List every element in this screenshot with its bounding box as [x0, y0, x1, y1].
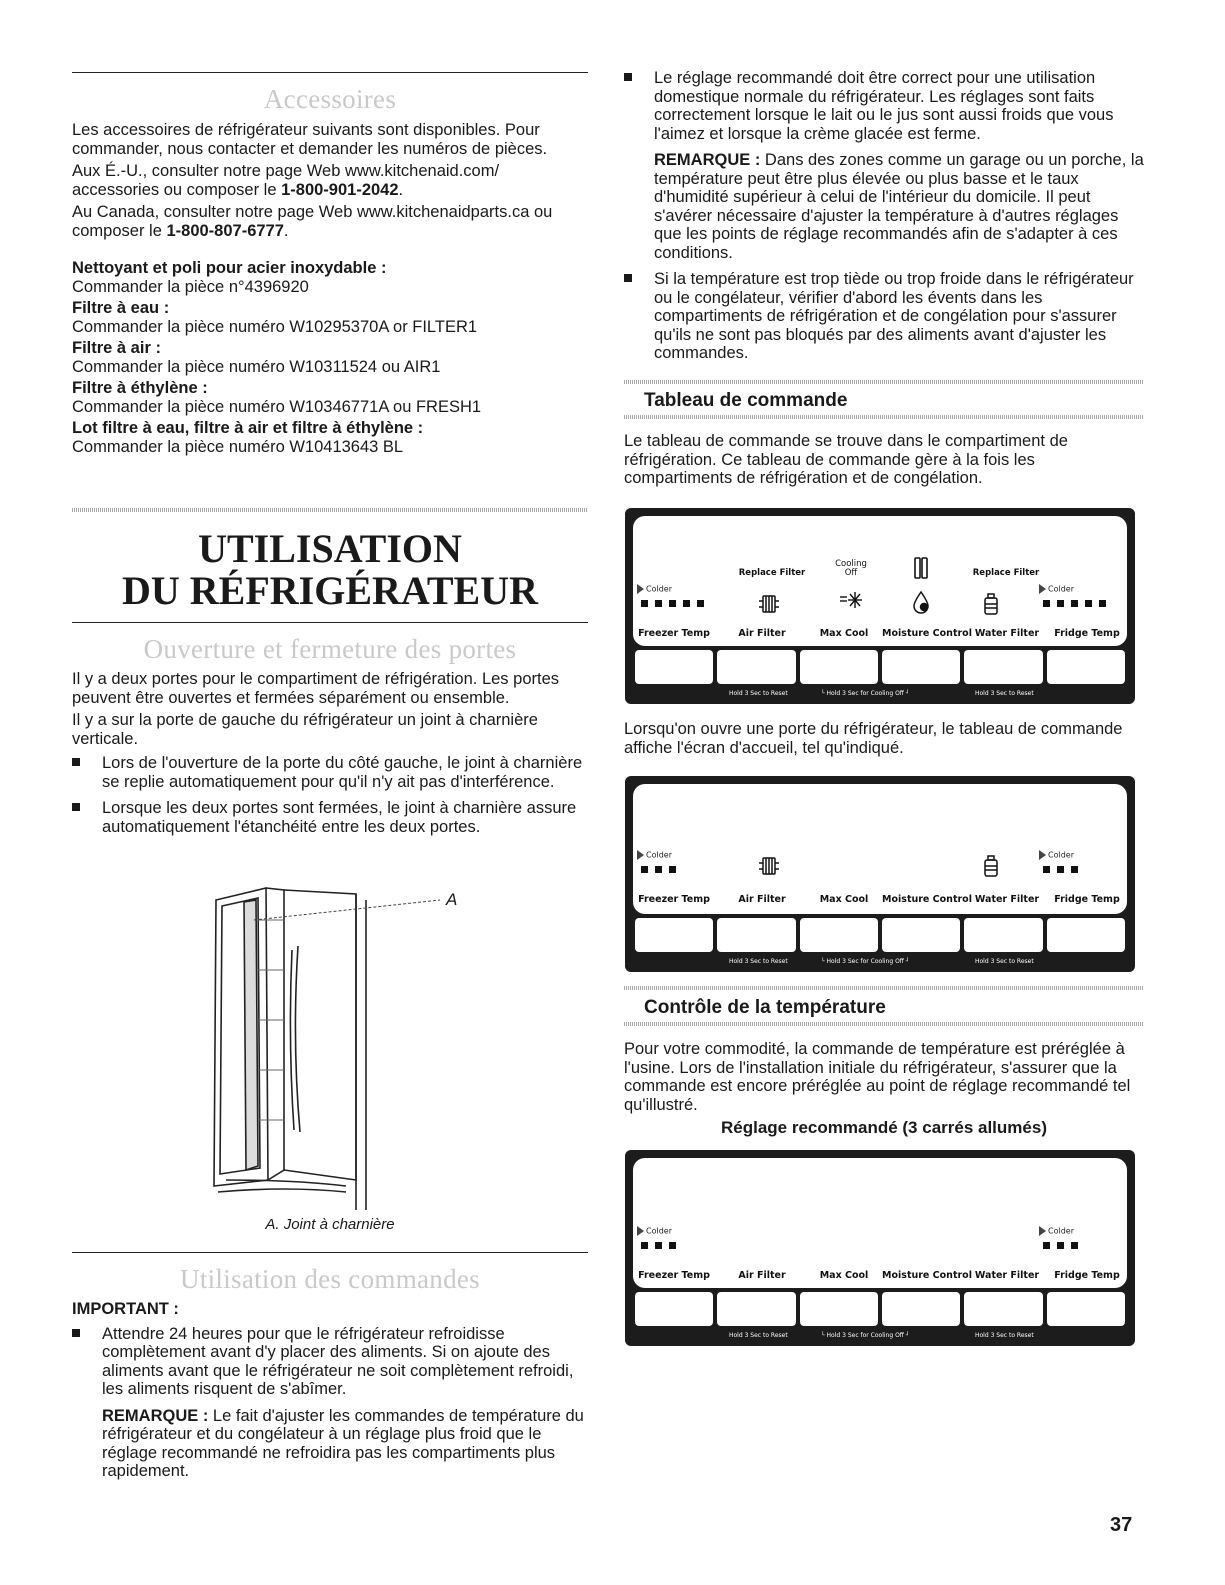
main-title: UTILISATION DU RÉFRIGÉRATEUR — [122, 526, 538, 613]
label-air-filter: Air Filter — [738, 628, 786, 639]
fridge-door-illustration — [196, 880, 476, 1210]
hint-reset-water: Hold 3 Sec to Reset — [975, 1332, 1034, 1339]
accessory-item: Nettoyant et poli pour acier inoxydable : Commander la pièce n°4396920 — [72, 259, 387, 296]
panel-description: Le tableau de commande se trouve dans le compartiment de réfrigération. Ce tableau de commande gère à la fois les compartiments de réfrigération et de congélation. — [624, 432, 1068, 487]
panel-button-row — [635, 650, 1125, 684]
air-filter-button[interactable] — [717, 918, 795, 952]
cooling-off-text: Cooling Off — [835, 559, 867, 578]
bullet-icon — [72, 803, 80, 811]
moisture-control-icon — [909, 590, 933, 614]
list-item: Si la température est trop tiède ou trop froide dans le réfrigérateur ou le congélateur, vérifier d'abord les évents dans les compartiments de réfrigération et de congélation pour s'assurer qu'ils ne sont pas bloqués par des aliments avant d'ajuster les commandes. — [624, 270, 1144, 363]
max-cool-button[interactable] — [800, 918, 878, 952]
control-panel-home — [625, 776, 1135, 972]
accessory-item: Lot filtre à eau, filtre à air et filtre à éthylène : Commander la pièce numéro W10413643 BL — [72, 419, 424, 456]
water-filter-button[interactable] — [964, 1292, 1042, 1326]
list-item: Le réglage recommandé doit être correct pour une utilisation domestique normale du réfrigérateur. Les réglages sont faits correctement lorsque le lait ou le jus sont aussi froids que vous l'aimez et lorsque la crème glacée est ferme. REMARQUE : Dans des zones comme un garage ou un porche, la température peut être plus élevée ou plus basse et le taux d'humidité supérieur à celui de l'intérieur du domicile. Il peut s'avérer nécessaire d'ajuster la température à d'autres réglages que les points de réglage recommandés afin de s'adapter à ces conditions. — [624, 69, 1144, 262]
bullet-icon — [72, 1329, 80, 1337]
accessories-section — [72, 121, 588, 456]
colder-arrow-icon — [637, 584, 644, 594]
air-filter-icon — [757, 592, 781, 616]
accessories-title: Accessoires — [263, 84, 397, 114]
bullet-icon — [624, 274, 632, 282]
bullet-icon — [624, 73, 632, 81]
doors-p1: Il y a deux portes pour le compartiment de réfrigération. Les portes peuvent être ouvertes et fermées séparément ou ensemble. — [72, 670, 559, 707]
label-max-cool: Max Cool — [819, 628, 869, 639]
label-max-cool: Max Cool — [819, 1270, 869, 1281]
max-cool-button[interactable] — [800, 650, 878, 684]
air-filter-icon — [757, 854, 781, 878]
control-panel-full — [625, 508, 1135, 704]
hint-cooling-off: └ Hold 3 Sec for Cooling Off ┘ — [821, 1332, 910, 1339]
bullet-icon — [72, 758, 80, 766]
colder-arrow-icon — [1039, 584, 1046, 594]
label-freezer-temp: Freezer Temp — [638, 894, 710, 905]
air-filter-button[interactable] — [717, 1292, 795, 1326]
accessories-ca: Au Canada, consulter notre page Web www.kitchenaidparts.ca ou composer le 1-800-807-6777. — [72, 203, 553, 240]
accessory-item: Filtre à air : Commander la pièce numéro W10311524 ou AIR1 — [72, 339, 441, 376]
recommended-setting-caption: Réglage recommandé (3 carrés allumés) — [721, 1118, 1047, 1137]
controls-section — [72, 1300, 588, 1481]
moisture-control-button[interactable] — [882, 1292, 960, 1326]
freezer-colder: Colder — [637, 1226, 672, 1236]
freezer-temp-button[interactable] — [635, 650, 713, 684]
note-2: REMARQUE : Dans des zones comme un garage ou un porche, la température peut être plus élevée ou plus basse et le taux d'humidité supérieur à celui de l'intérieur du domicile. Il peut s'avérer nécessaire d'ajuster la température à d'autres réglages que les points de réglage recommandés afin de s'adapter à ces conditions. — [654, 151, 1144, 262]
figure-callout-a: A — [446, 890, 458, 909]
label-air-filter: Air Filter — [738, 894, 786, 905]
label-water-filter: Water Filter — [974, 894, 1040, 905]
label-moisture-control: Moisture Control — [882, 894, 972, 905]
hint-reset-water: Hold 3 Sec to Reset — [975, 690, 1034, 697]
hint-reset-air: Hold 3 Sec to Reset — [729, 1332, 788, 1339]
fridge-temp-button[interactable] — [1047, 1292, 1125, 1326]
label-max-cool: Max Cool — [819, 894, 869, 905]
temperature-heading: Contrôle de la température — [644, 997, 886, 1018]
freezer-level-squares — [641, 866, 676, 873]
air-filter-button[interactable] — [717, 650, 795, 684]
label-fridge-temp: Fridge Temp — [1054, 894, 1120, 905]
label-water-filter: Water Filter — [974, 628, 1040, 639]
panel-screen — [633, 1158, 1127, 1288]
label-moisture-control: Moisture Control — [882, 628, 972, 639]
fridge-temp-button[interactable] — [1047, 650, 1125, 684]
accessories-intro: Les accessoires de réfrigérateur suivants sont disponibles. Pour commander, nous contacter et demander les numéros de pièces. — [72, 121, 548, 158]
hint-reset-air: Hold 3 Sec to Reset — [729, 690, 788, 697]
label-water-filter: Water Filter — [974, 1270, 1040, 1281]
hint-cooling-off: └ Hold 3 Sec for Cooling Off ┘ — [821, 958, 910, 965]
list-item: Attendre 24 heures pour que le réfrigérateur refroidisse complètement avant d'y placer des aliments. Si on ajoute des aliments avant que le réfrigérateur ne soit complètement refroidi, les aliments risquent de s'abîmer. REMARQUE : Le fait d'ajuster les commandes de température du réfrigérateur et du congélateur à un réglage plus froid que le réglage recommandé ne refroidira pas les compartiments plus rapidement. — [72, 1325, 588, 1481]
moisture-control-button[interactable] — [882, 918, 960, 952]
fridge-colder: Colder — [1039, 1226, 1074, 1236]
label-fridge-temp: Fridge Temp — [1054, 628, 1120, 639]
freezer-temp-button[interactable] — [635, 918, 713, 952]
hint-reset-water: Hold 3 Sec to Reset — [975, 958, 1034, 965]
colder-arrow-icon — [637, 1226, 644, 1236]
freezer-colder: Colder — [637, 584, 672, 594]
note-1: REMARQUE : Le fait d'ajuster les commandes de température du réfrigérateur et du congélateur à un réglage plus froid que le réglage recommandé ne refroidira pas les compartiments plus rapidement. — [102, 1406, 584, 1480]
panel-screen — [633, 516, 1127, 646]
figure-caption: A. Joint à charnière — [265, 1216, 395, 1233]
label-moisture-control: Moisture Control — [882, 1270, 972, 1281]
colder-arrow-icon — [1039, 850, 1046, 860]
water-filter-button[interactable] — [964, 650, 1042, 684]
temperature-text: Pour votre commodité, la commande de température est préréglée à l'usine. Lors de l'installation initiale du réfrigérateur, s'assurer que la commande est encore préréglée au point de réglage recommandé tel qu'illustré. — [624, 1040, 1131, 1114]
fridge-colder: Colder — [1039, 850, 1074, 860]
right-text-top — [624, 69, 1144, 363]
water-filter-button[interactable] — [964, 918, 1042, 952]
home-screen-text: Lorsqu'on ouvre une porte du réfrigérateur, le tableau de commande affiche l'écran d'accueil, tel qu'indiqué. — [624, 720, 1123, 757]
doors-title: Ouverture et fermeture des portes — [143, 634, 517, 664]
fridge-level-squares — [1043, 600, 1106, 607]
freezer-level-squares — [641, 1242, 676, 1249]
fridge-level-squares — [1043, 866, 1078, 873]
hint-cooling-off: └ Hold 3 Sec for Cooling Off ┘ — [821, 690, 910, 697]
panel-button-row — [635, 918, 1125, 952]
door-indicator-icon — [909, 556, 933, 580]
water-filter-icon — [979, 854, 1003, 878]
max-cool-icon — [839, 588, 863, 612]
label-freezer-temp: Freezer Temp — [638, 1270, 710, 1281]
colder-arrow-icon — [637, 850, 644, 860]
fridge-temp-button[interactable] — [1047, 918, 1125, 952]
label-freezer-temp: Freezer Temp — [638, 628, 710, 639]
ca-phone: 1-800-807-6777 — [166, 221, 284, 240]
control-panel-recommended — [625, 1150, 1135, 1346]
label-air-filter: Air Filter — [738, 1270, 786, 1281]
freezer-level-squares — [641, 600, 704, 607]
panel-heading: Tableau de commande — [644, 390, 848, 411]
freezer-temp-button[interactable] — [635, 1292, 713, 1326]
replace-water-filter-text: Replace Filter — [972, 568, 1040, 578]
accessory-item: Filtre à éthylène : Commander la pièce numéro W10346771A ou FRESH1 — [72, 379, 482, 416]
controls-title: Utilisation des commandes — [180, 1264, 480, 1294]
colder-arrow-icon — [1039, 1226, 1046, 1236]
fridge-level-squares — [1043, 1242, 1078, 1249]
doors-section — [72, 670, 588, 836]
panel-button-row — [635, 1292, 1125, 1326]
doors-p2: Il y a sur la porte de gauche du réfrigérateur un joint à charnière verticale. — [72, 711, 538, 748]
important-label: IMPORTANT : — [72, 1300, 179, 1318]
fridge-colder: Colder — [1039, 584, 1074, 594]
panel-screen — [633, 784, 1127, 914]
list-item: Lorsque les deux portes sont fermées, le joint à charnière assure automatiquement l'étanchéité entre les deux portes. — [72, 799, 588, 836]
list-item: Lors de l'ouverture de la porte du côté gauche, le joint à charnière se replie automatiquement pour qu'il n'y ait pas d'interférence. — [72, 754, 588, 791]
us-phone: 1-800-901-2042 — [281, 180, 399, 199]
moisture-control-button[interactable] — [882, 650, 960, 684]
freezer-colder: Colder — [637, 850, 672, 860]
label-fridge-temp: Fridge Temp — [1054, 1270, 1120, 1281]
hint-reset-air: Hold 3 Sec to Reset — [729, 958, 788, 965]
accessory-item: Filtre à eau : Commander la pièce numéro W10295370A or FILTER1 — [72, 299, 478, 336]
page-number: 37 — [1110, 1514, 1133, 1536]
max-cool-button[interactable] — [800, 1292, 878, 1326]
accessories-us: Aux É.-U., consulter notre page Web www.kitchenaid.com/ accessories ou composer le 1-800-901-2042. — [72, 162, 500, 199]
water-filter-icon — [979, 592, 1003, 616]
replace-air-filter-text: Replace Filter — [738, 568, 806, 578]
